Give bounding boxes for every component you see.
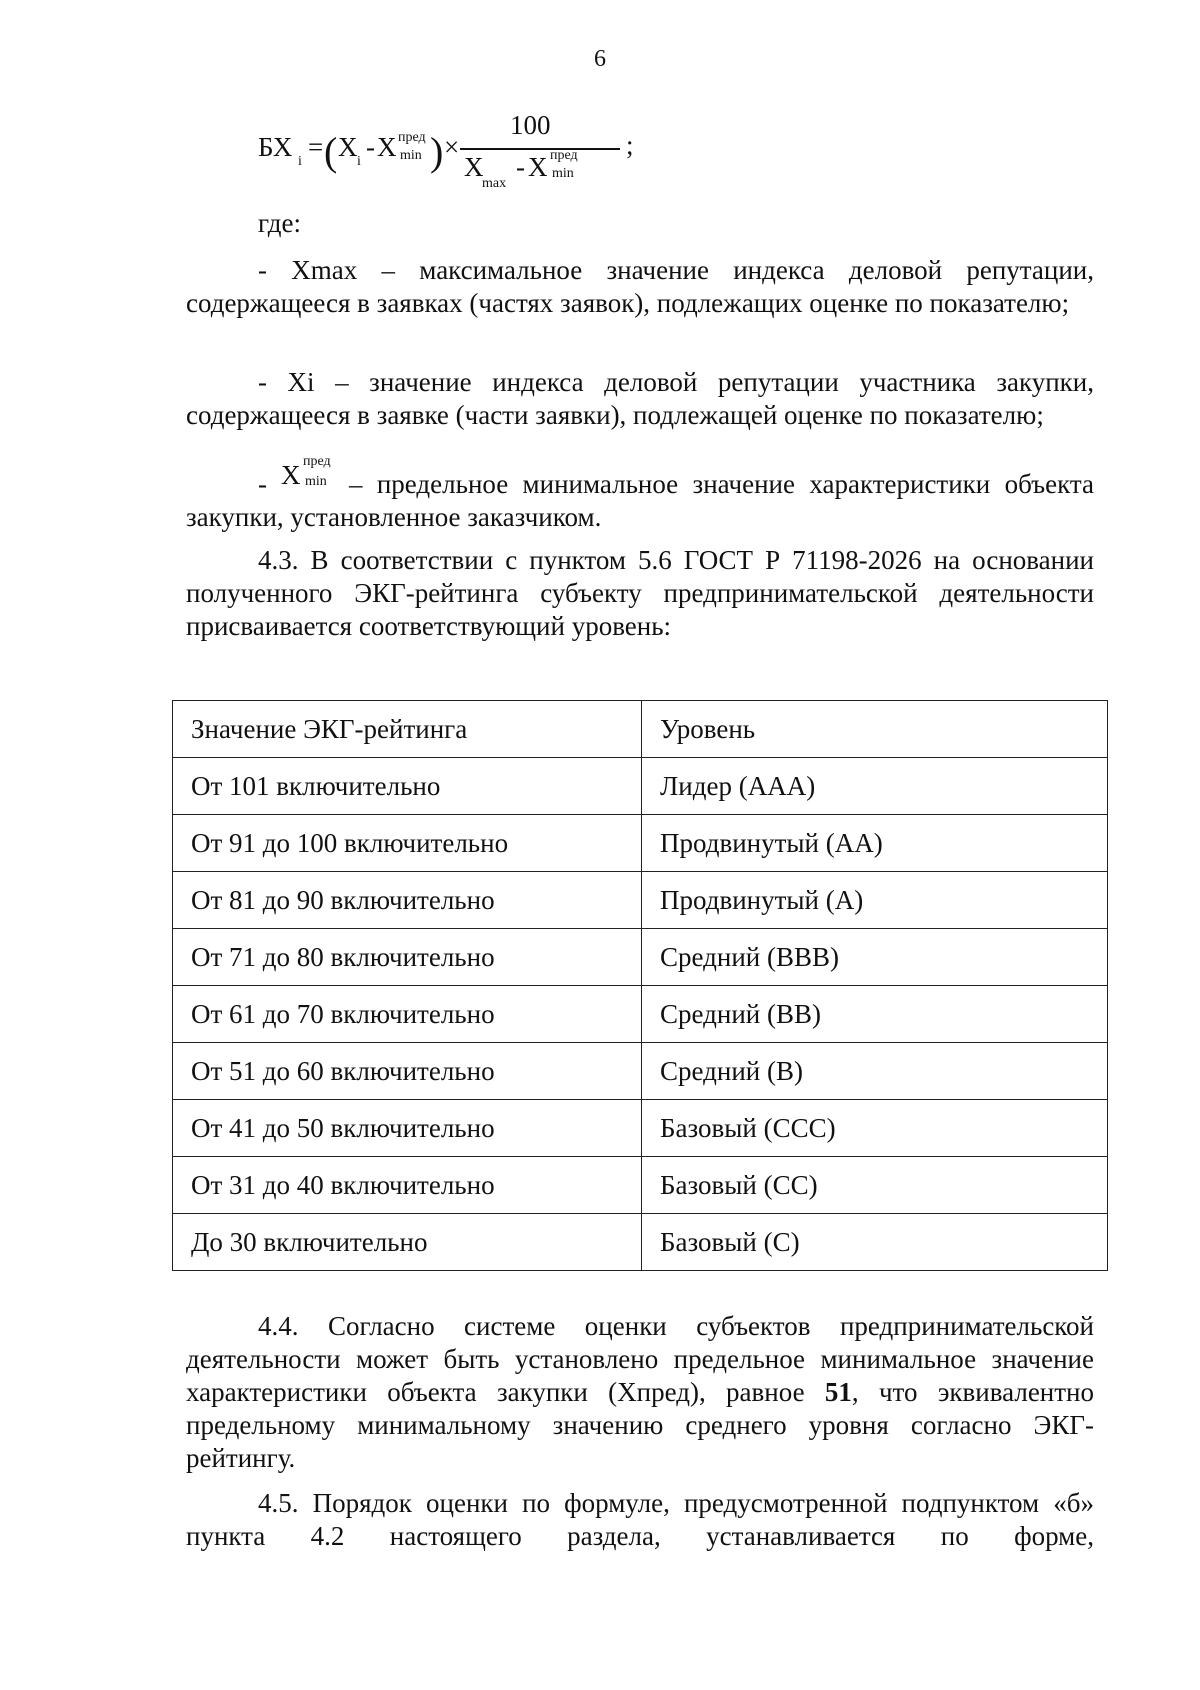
formula-semicolon: ; <box>626 130 634 160</box>
table-cell-rating: До 30 включительно <box>173 1214 642 1271</box>
definition-xi <box>186 366 1094 432</box>
table-row <box>173 1043 1108 1100</box>
formula-pred-sup: пред <box>550 148 578 163</box>
paragraph-4-4-after: , что эквивалентно предельному минимальному значению среднего уровня согласно ЭКГ-рейтингу. <box>186 1377 1094 1473</box>
xmin-min-sub: min <box>305 474 327 489</box>
definition-xmin-desc: – предельное минимальное значение характеристики объекта закупки, установленное заказчиком. <box>186 469 1094 532</box>
definition-xmax <box>186 254 1094 320</box>
table-cell-rating: От 81 до 90 включительно <box>173 872 642 929</box>
table-row <box>173 758 1108 815</box>
table-cell-rating: От 101 включительно <box>173 758 642 815</box>
table-cell-level: Продвинутый (A) <box>642 872 1108 929</box>
definition-xmin <box>186 468 1094 534</box>
paragraph-4-4-before: 4.4. Согласно системе оценки субъектов предпринимательской деятельности может быть установлено предельное минимальное значение характеристики объекта закупки (Хпред), равное <box>186 1311 1094 1407</box>
formula-min-sub: min <box>400 148 422 163</box>
formula-fraction-bar <box>460 148 620 150</box>
table-row <box>173 1214 1108 1271</box>
formula-x-sub: i <box>357 154 361 169</box>
page-number: 6 <box>594 46 606 72</box>
table-header-row <box>173 701 1108 758</box>
formula-equals: = <box>308 132 324 162</box>
formula-numerator: 100 <box>510 110 551 140</box>
definition-xi-text: - Xi – значение индекса деловой репутации участника закупки, содержащееся в заявке (части заявки), подлежащей оценке по показателю; <box>186 367 1094 430</box>
formula-pred-sup: пред <box>398 130 426 145</box>
table-cell-level: Средний (BB) <box>642 986 1108 1043</box>
formula-minus: - <box>366 132 375 162</box>
definition-xmin-dash: - <box>258 469 267 499</box>
formula-lhs: БХ <box>258 132 293 162</box>
paragraph-4-4-text <box>186 1310 1094 1475</box>
formula-x: X <box>338 132 358 162</box>
table-header-level: Уровень <box>642 701 1108 758</box>
rating-levels-table <box>172 700 1108 1271</box>
where-label: где: <box>258 208 301 238</box>
table-row <box>173 929 1108 986</box>
table-cell-rating: От 61 до 70 включительно <box>173 986 642 1043</box>
table-cell-level: Продвинутый (AA) <box>642 815 1108 872</box>
formula-close-paren: ) <box>430 129 444 174</box>
table-row <box>173 1100 1108 1157</box>
formula-times: × <box>444 132 460 162</box>
table-cell-rating: От 41 до 50 включительно <box>173 1100 642 1157</box>
table-row <box>173 1157 1108 1214</box>
formula-minus: - <box>516 152 525 182</box>
paragraph-4-3 <box>186 544 1094 643</box>
score-formula <box>258 110 678 208</box>
paragraph-4-4 <box>186 1310 1094 1475</box>
table-cell-level: Базовый (CC) <box>642 1157 1108 1214</box>
paragraph-4-5 <box>186 1487 1094 1553</box>
formula-open-paren: ( <box>324 129 338 174</box>
table-row <box>173 986 1108 1043</box>
definition-xmin-text <box>186 468 1094 534</box>
table-cell-level: Базовый (CCC) <box>642 1100 1108 1157</box>
formula-lhs-sub: i <box>298 154 302 169</box>
table-cell-level: Средний (B) <box>642 1043 1108 1100</box>
table-cell-rating: От 31 до 40 включительно <box>173 1157 642 1214</box>
table-row <box>173 815 1108 872</box>
table-cell-level: Средний (BBB) <box>642 929 1108 986</box>
table-cell-level: Базовый (C) <box>642 1214 1108 1271</box>
formula-x: X <box>377 132 397 162</box>
definition-xmax-text: - Xmax – максимальное значение индекса деловой репутации, содержащееся в заявках (частях заявок), подлежащих оценке по показателю; <box>186 255 1094 318</box>
table-cell-level: Лидер (AAA) <box>642 758 1108 815</box>
paragraph-4-3-text: 4.3. В соответствии с пунктом 5.6 ГОСТ Р 71198-2026 на основании полученного ЭКГ-рейтинга субъекту предпринимательской деятельности присваивается соответствующий уровень: <box>186 545 1094 641</box>
xmin-pred-sup: пред <box>303 454 331 469</box>
formula-max-sub: max <box>482 176 507 191</box>
formula-min-sub: min <box>552 166 574 181</box>
paragraph-4-5-text: 4.5. Порядок оценки по формуле, предусмотренной подпунктом «б» пункта 4.2 настоящего раздела, устанавливается по форме, <box>186 1488 1094 1551</box>
formula-x: X <box>464 152 484 182</box>
table-header-rating: Значение ЭКГ-рейтинга <box>173 701 642 758</box>
threshold-value: 51 <box>824 1377 852 1407</box>
table-cell-rating: От 51 до 60 включительно <box>173 1043 642 1100</box>
formula-x: X <box>528 152 548 182</box>
table-row <box>173 872 1108 929</box>
xmin-x: X <box>281 460 301 490</box>
table-cell-rating: От 91 до 100 включительно <box>173 815 642 872</box>
table-cell-rating: От 71 до 80 включительно <box>173 929 642 986</box>
